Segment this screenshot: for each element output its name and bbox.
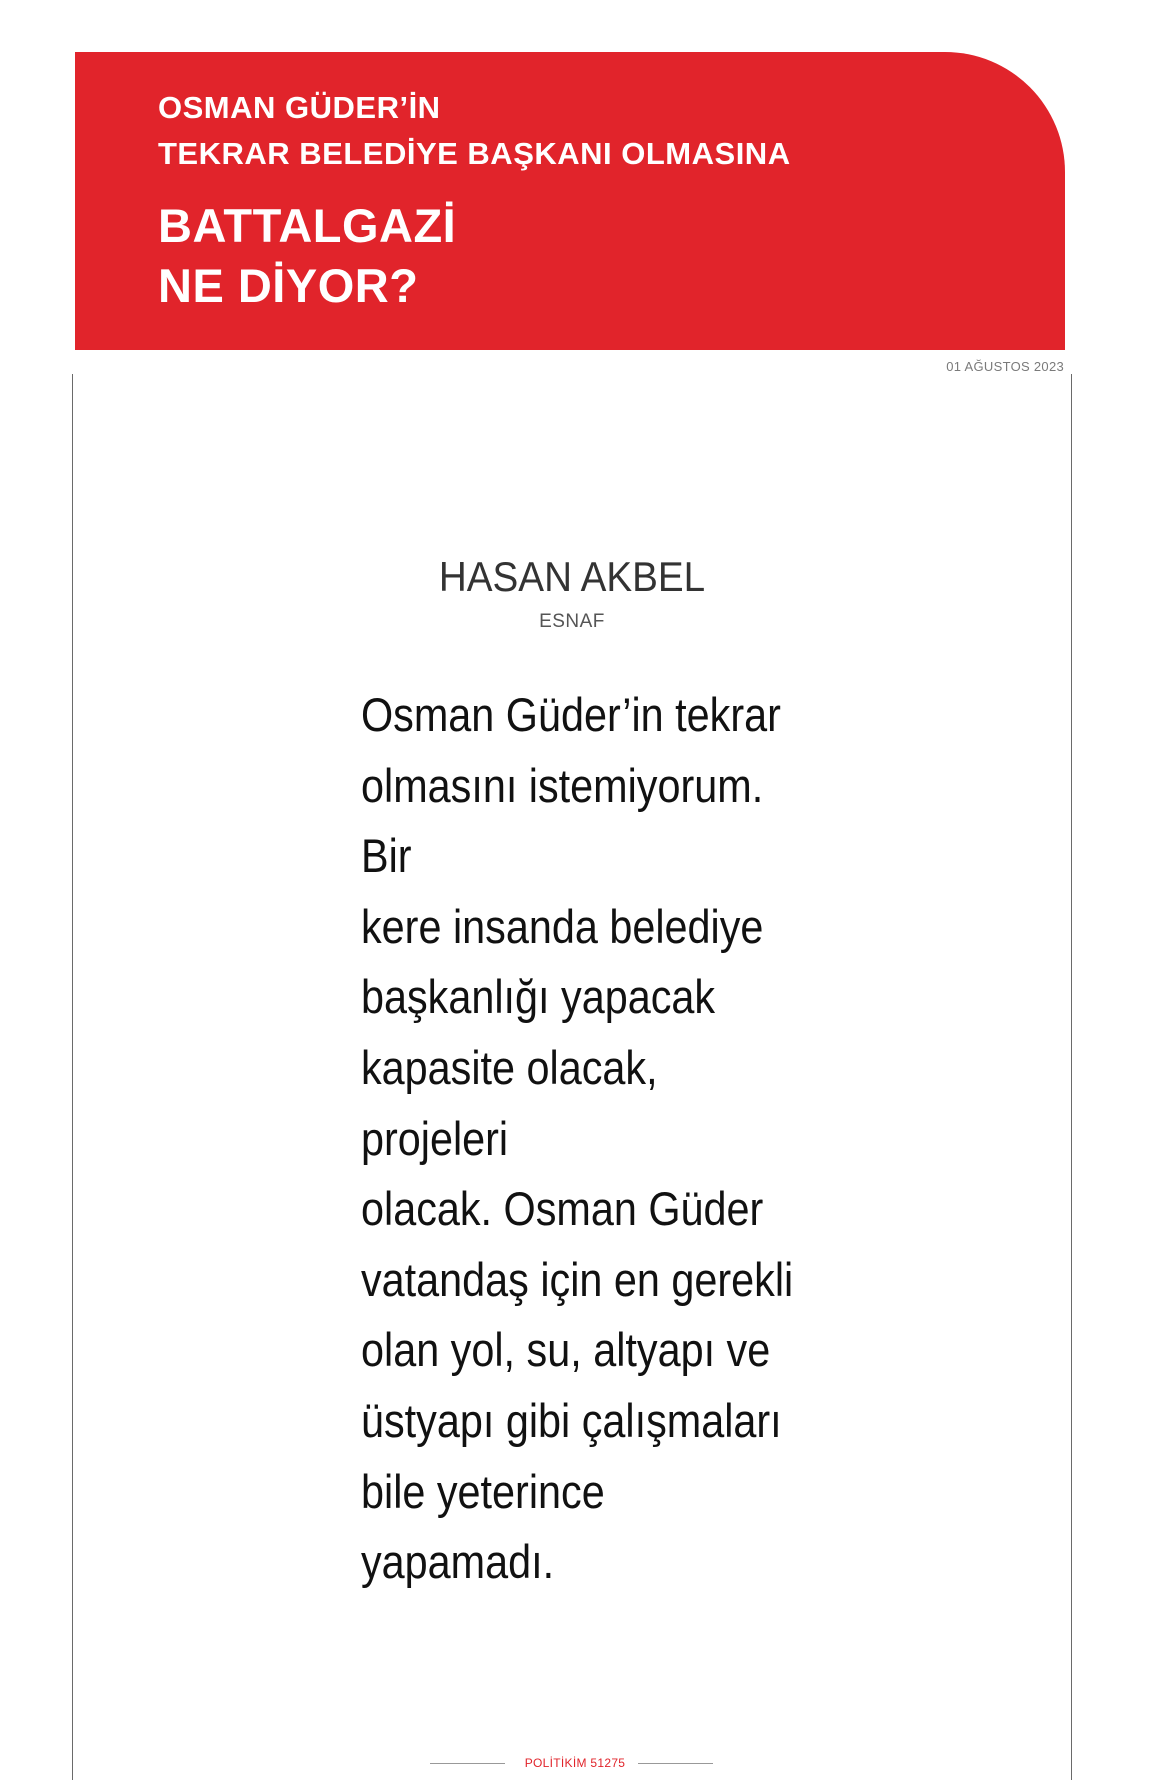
header-title-line2: NE DİYOR?	[158, 259, 419, 312]
footer-divider-left	[430, 1763, 505, 1764]
header-subtitle-line2: TEKRAR BELEDİYE BAŞKANI OLMASINA	[158, 136, 791, 171]
footer-divider-right	[638, 1763, 713, 1764]
publish-date: 01 AĞUSTOS 2023	[946, 359, 1064, 374]
quote-text: Osman Güder’in tekrar olmasını istemiyorum. Bir kere insanda belediye başkanlığı yapacak kapasite olacak, projeleri olacak. Osman Güder vatandaş için en gerekli olan yol, su, altyapı ve üstyapı gibi çalışmaları bile yeterince yapamadı.	[361, 688, 794, 1589]
header-title-line1: BATTALGAZİ	[158, 199, 457, 252]
footer-label: POLİTİKİM 51275	[524, 1756, 626, 1770]
header-subtitle-line1: OSMAN GÜDER’İN	[158, 90, 441, 125]
person-name: HASAN AKBEL	[438, 553, 706, 600]
person-role: ESNAF	[539, 611, 605, 632]
header-banner	[75, 52, 1065, 350]
